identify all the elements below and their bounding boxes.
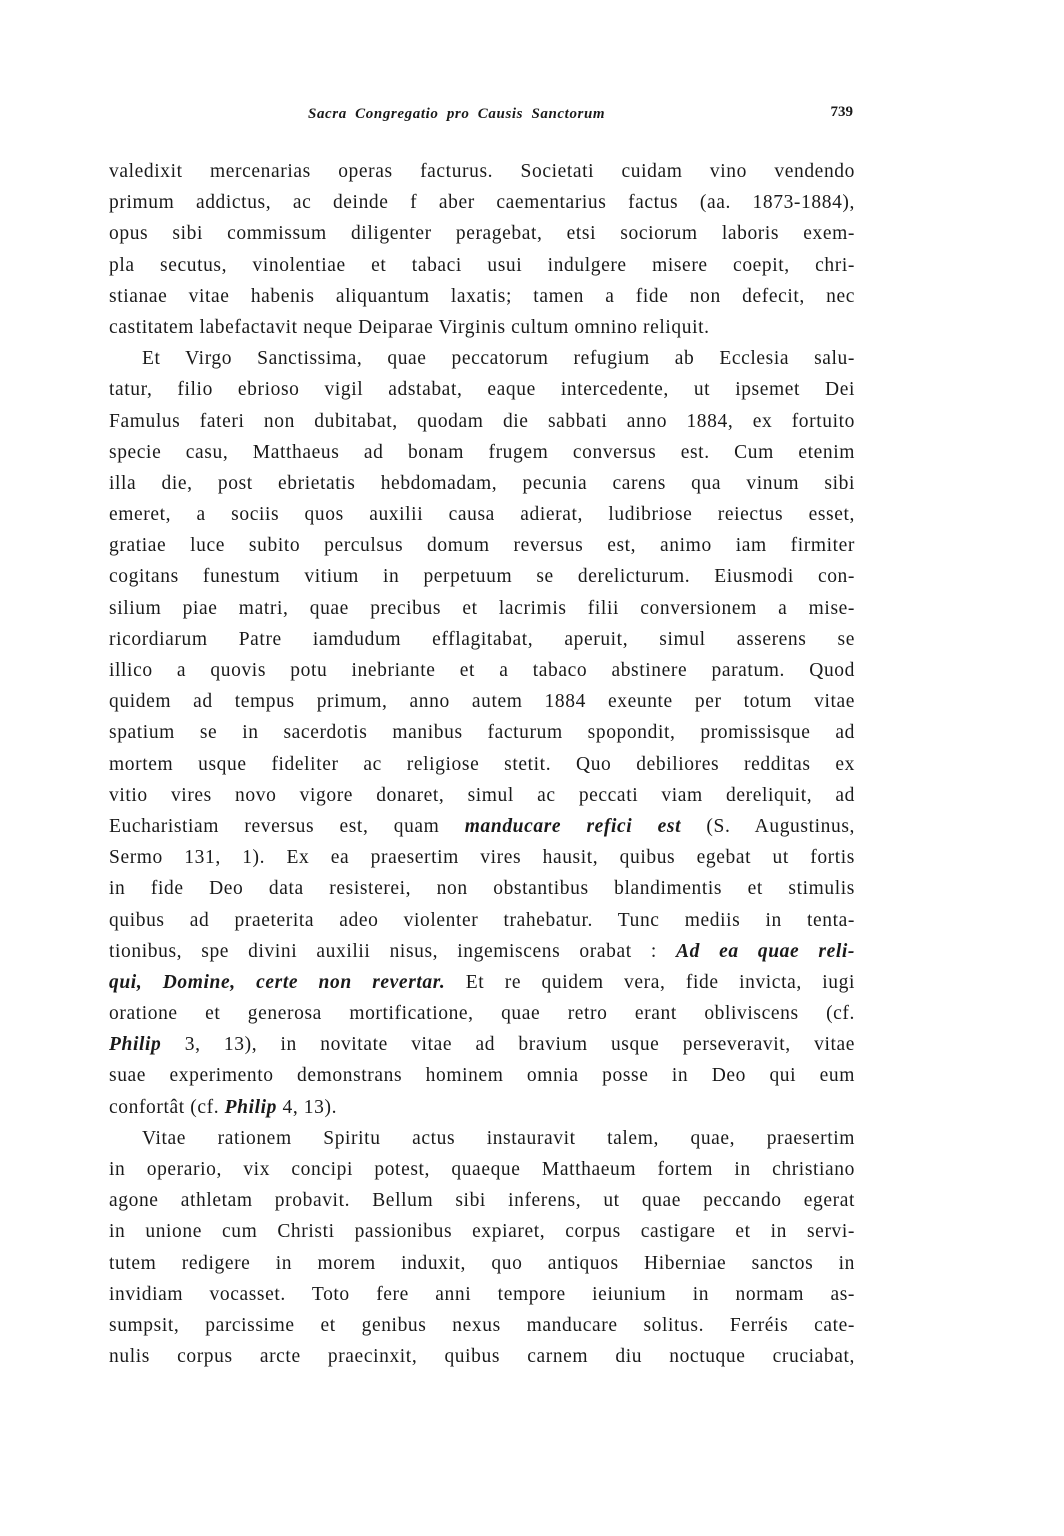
text-run: suae experimento demonstrans hominem omnia posse in Deo qui eum (109, 1065, 855, 1087)
text-line-content (109, 749, 855, 780)
text-run: in unione cum Christi passionibus expiaret, corpus castigare et in servi- (109, 1221, 855, 1243)
running-title: Sacra Congregatio pro Causis Sanctorum (308, 106, 606, 122)
text-run: opus sibi commissum diligenter peragebat, etsi sociorum laboris exem- (109, 223, 855, 245)
text-line (109, 873, 855, 904)
text-line-content (109, 218, 855, 249)
text-line-content (109, 780, 855, 811)
text-line (109, 1092, 855, 1123)
text-line (109, 1060, 855, 1091)
text-line (109, 655, 855, 686)
text-run: gratiae luce subito perculsus domum reversus est, animo iam firmiter (109, 535, 855, 557)
text-line-content (109, 1092, 855, 1123)
text-line (109, 530, 855, 561)
text-run: nulis corpus arcte praecinxit, quibus carnem diu noctuque cruciabat, (109, 1346, 855, 1368)
text-run: Famulus fateri non dubitabat, quodam die sabbati anno 1884, ex fortuito (109, 410, 855, 432)
text-line-content (109, 1216, 855, 1247)
text-line-content (109, 156, 855, 187)
text-line-content (109, 250, 855, 281)
text-line (109, 624, 855, 655)
text-run: tatur, filio ebrioso vigil adstabat, eaque intercedente, ut ipsemet Dei (109, 379, 855, 401)
text-run: invidiam vocasset. Toto fere anni tempore ieiunium in normam as- (109, 1283, 855, 1305)
text-run: spatium se in sacerdotis manibus facturum spopondit, promissisque ad (109, 722, 855, 744)
text-line (109, 281, 855, 312)
text-line-content (109, 530, 855, 561)
text-line-content (109, 468, 855, 499)
text-line-content (109, 1060, 855, 1091)
text-line-content (109, 905, 855, 936)
text-run: emeret, a sociis quos auxilii causa adierat, ludibriose reiectus esset, (109, 504, 855, 526)
text-line-content (109, 561, 855, 592)
text-line-content (142, 1123, 855, 1154)
emphasized-text: manducare refici est (464, 815, 682, 837)
text-line-content (109, 1248, 855, 1279)
text-line-content (109, 655, 855, 686)
text-line (109, 1216, 855, 1247)
text-run: 3, 13), in novitate vitae ad bravium usque perseveravit, vitae (161, 1034, 855, 1056)
text-line-content (109, 873, 855, 904)
text-line-content (109, 717, 855, 748)
text-run: pla secutus, vinolentiae et tabaci usui indulgere misere coepit, chri- (109, 254, 855, 276)
text-line (109, 1248, 855, 1279)
text-run: Et Virgo Sanctissima, quae peccatorum refugium ab Ecclesia salu- (142, 348, 855, 370)
emphasized-text: Philip (109, 1034, 162, 1056)
emphasized-text: Philip (224, 1096, 278, 1118)
text-line (109, 250, 855, 281)
text-line-content (109, 187, 855, 218)
text-run: Et re quidem vera, fide invicta, iugi (445, 971, 855, 993)
text-line-content (109, 811, 855, 842)
running-header (109, 106, 853, 130)
text-line (109, 842, 855, 873)
paragraph (109, 343, 855, 1123)
text-line (109, 1123, 855, 1154)
text-line (109, 967, 855, 998)
text-line (109, 936, 855, 967)
text-line (109, 749, 855, 780)
text-run: in operario, vix concipi potest, quaeque Matthaeum fortem in christiano (109, 1159, 855, 1180)
text-line-content (142, 343, 855, 374)
page-number: 739 (830, 104, 853, 120)
text-run: Eucharistiam reversus est, quam (109, 815, 465, 837)
text-line (109, 905, 855, 936)
text-run: ricordiarum Patre iamdudum efflagitabat, aperuit, simul asserens se (109, 628, 855, 650)
text-line (109, 1154, 855, 1185)
text-run: mortem usque fideliter ac religiose stetit. Quo debiliores redditas ex (109, 753, 855, 775)
text-run: stianae vitae habenis aliquantum laxatis; tamen a fide non defecit, nec (109, 285, 855, 307)
text-line-content (109, 967, 855, 998)
text-line (109, 1310, 855, 1341)
emphasized-text: qui, Domine, certe non revertar. (109, 971, 446, 993)
text-run: illa die, post ebrietatis hebdomadam, pecunia carens qua vinum sibi (109, 472, 855, 494)
text-line (109, 218, 855, 249)
text-line-content (109, 936, 855, 967)
text-run: confortât (cf. (109, 1096, 225, 1118)
text-line-content (109, 624, 855, 655)
text-run: illico a quovis potu inebriante et a tabaco abstinere paratum. Quod (109, 660, 855, 681)
text-line-content (109, 374, 855, 405)
text-line (109, 998, 855, 1029)
text-run: oratione et generosa mortificatione, quae retro erant obliviscens (cf. (109, 1003, 855, 1025)
paragraph (109, 156, 855, 343)
text-line-content (109, 1154, 855, 1185)
paragraph (109, 1123, 855, 1373)
text-run: vitio vires novo vigore donaret, simul ac peccati viam dereliquit, ad (109, 784, 855, 806)
text-line (109, 437, 855, 468)
text-line (109, 468, 855, 499)
text-line-content (109, 1185, 855, 1216)
text-run: castitatem labefactavit neque Deiparae Virginis cultum omnino reliquit. (109, 316, 710, 338)
text-line (109, 187, 855, 218)
text-line (109, 780, 855, 811)
text-line (109, 593, 855, 624)
text-line (109, 811, 855, 842)
text-run: tionibus, spe divini auxilii nisus, ingemiscens orabat : (109, 940, 677, 962)
text-run: valedixit mercenarias operas facturus. Societati cuidam vino vendendo (109, 161, 855, 182)
text-line (109, 343, 855, 374)
text-line (109, 406, 855, 437)
emphasized-text: Ad ea quae reli- (676, 940, 855, 962)
text-line-content (109, 1279, 855, 1310)
text-line-content (109, 437, 855, 468)
text-line (109, 312, 855, 343)
text-run: quibus ad praeterita adeo violenter trahebatur. Tunc mediis in tenta- (109, 909, 855, 931)
text-line-content (109, 998, 855, 1029)
text-line-content (109, 499, 855, 530)
text-line (109, 1185, 855, 1216)
text-run: silium piae matri, quae precibus et lacrimis filii conversionem a mise- (109, 597, 855, 619)
text-line-content (109, 1029, 855, 1060)
text-line-content (109, 593, 855, 624)
text-run: cogitans funestum vitium in perpetuum se derelicturum. Eiusmodi con- (109, 566, 855, 588)
text-line-content (109, 406, 855, 437)
body-text (109, 156, 855, 1372)
text-line (109, 1279, 855, 1310)
text-line-content (109, 1310, 855, 1341)
text-run: quidem ad tempus primum, anno autem 1884 exeunte per totum vitae (109, 691, 855, 713)
text-run: Vitae rationem Spiritu actus instauravit talem, quae, praesertim (142, 1127, 855, 1149)
text-line (109, 686, 855, 717)
text-line (109, 717, 855, 748)
text-line-content (109, 281, 855, 312)
text-run: tutem redigere in morem induxit, quo antiquos Hiberniae sanctos in (109, 1252, 855, 1274)
text-line (109, 499, 855, 530)
text-run: sumpsit, parcissime et genibus nexus manducare solitus. Ferréis cate- (109, 1314, 855, 1336)
text-line-content (109, 842, 855, 873)
text-line (109, 156, 855, 187)
text-line-content (109, 1341, 855, 1372)
text-line (109, 1029, 855, 1060)
text-run: primum addictus, ac deinde f aber caementarius factus (aa. 1873-1884), (109, 192, 855, 214)
text-run: in fide Deo data resisterei, non obstantibus blandimentis et stimulis (109, 878, 855, 900)
text-line-content (109, 312, 855, 343)
text-run: (S. Augustinus, (681, 815, 855, 837)
text-line (109, 561, 855, 592)
text-line (109, 1341, 855, 1372)
text-run: 4, 13). (277, 1096, 338, 1118)
text-run: agone athletam probavit. Bellum sibi inferens, ut quae peccando egerat (109, 1190, 855, 1212)
text-run: Sermo 131, 1). Ex ea praesertim vires hausit, quibus egebat ut fortis (109, 847, 855, 869)
text-run: specie casu, Matthaeus ad bonam frugem conversus est. Cum etenim (109, 441, 855, 463)
text-line-content (109, 686, 855, 717)
text-line (109, 374, 855, 405)
